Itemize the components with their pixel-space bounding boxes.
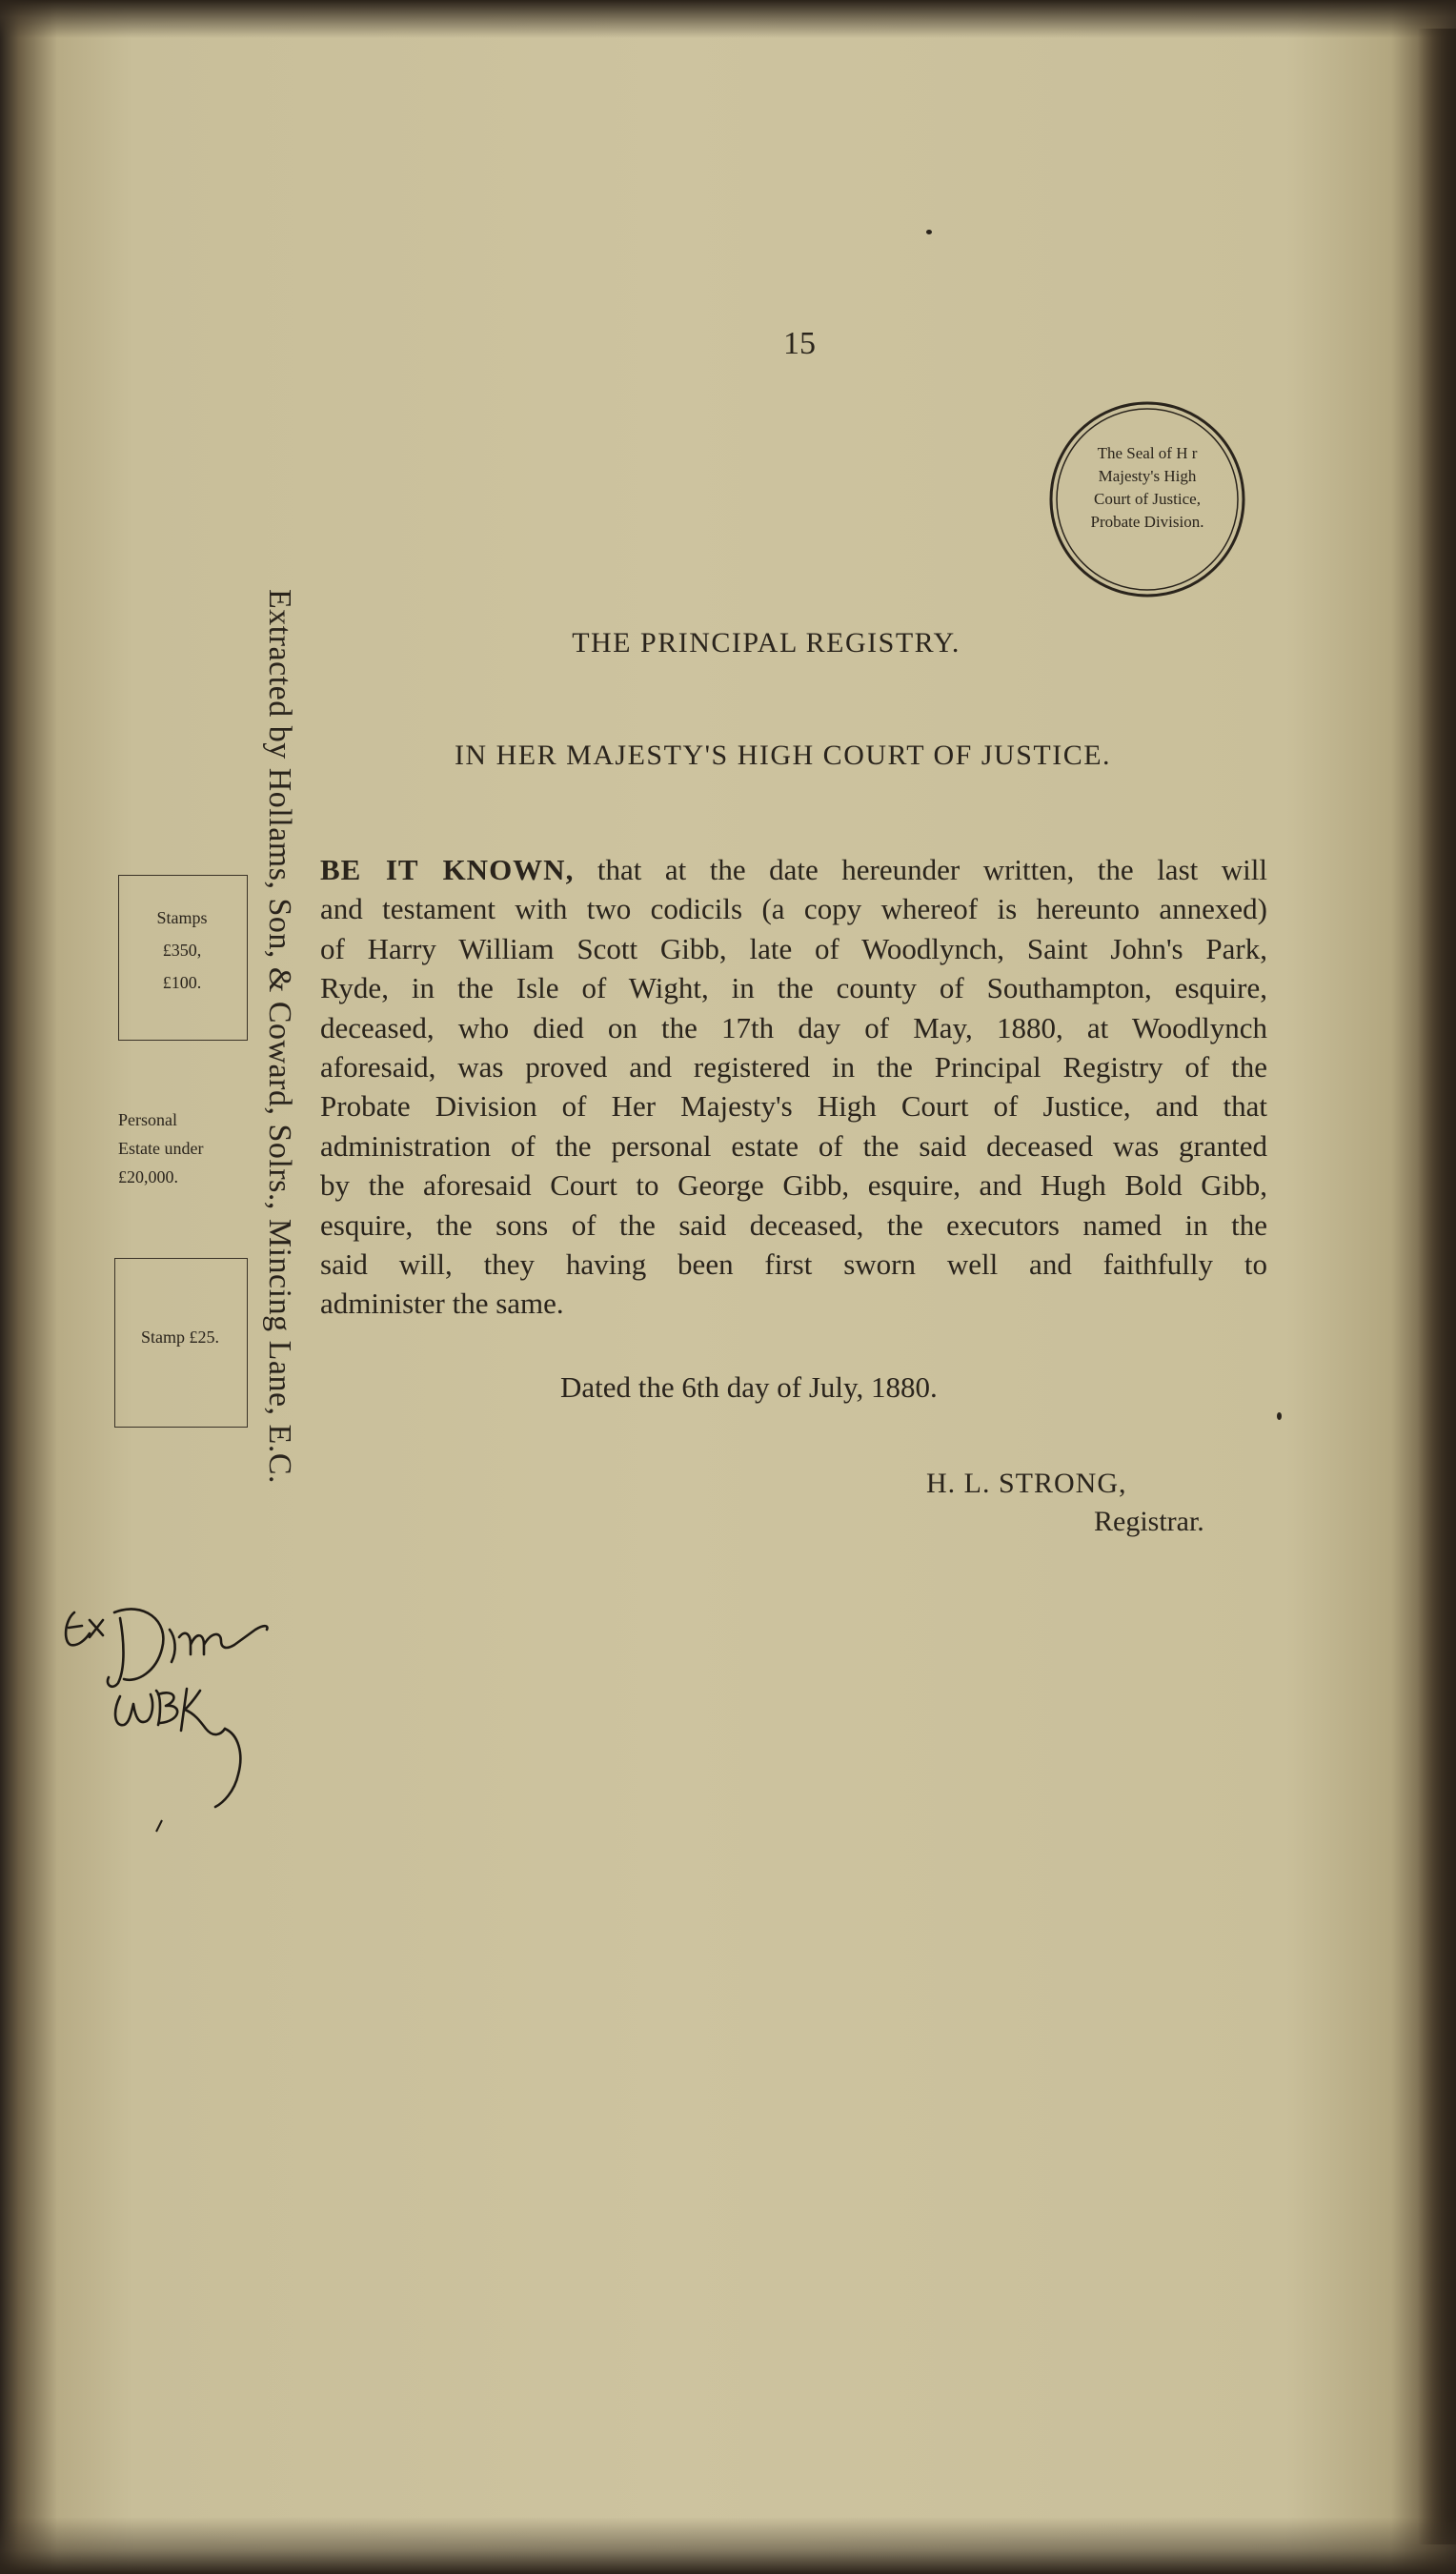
stamps-line: £350, <box>162 941 202 960</box>
bottom-shadow <box>0 2517 1456 2574</box>
body-line: administration of the personal estate of the said deceased was granted <box>320 1128 1267 1163</box>
body-line: of Harry William Scott Gibb, late of Woodlynch, Saint John's Park, <box>320 931 1267 965</box>
dated-line: Dated the 6th day of July, 1880. <box>560 1370 938 1404</box>
seal-text <box>1073 442 1222 534</box>
ink-speck <box>1277 1412 1282 1420</box>
body-line: Probate Division of Her Majesty's High Court of Justice, and that <box>320 1089 1267 1124</box>
ink-speck <box>926 230 932 234</box>
seal-line: Probate Division. <box>1090 513 1204 531</box>
seal-line: Majesty's High <box>1098 467 1197 485</box>
body-text <box>320 850 1267 1324</box>
seal-line: Court of Justice, <box>1094 490 1201 508</box>
handwritten-initials <box>57 1591 343 1839</box>
stamps-line: Stamps <box>156 908 208 927</box>
heading-registry: THE PRINCIPAL REGISTRY. <box>572 627 961 659</box>
body-line: administer the same. <box>320 1287 564 1321</box>
body-line: Ryde, in the Isle of Wight, in the county of Southampton, esquire, <box>320 971 1267 1005</box>
signer-title: Registrar. <box>1094 1506 1204 1537</box>
heading-court: IN HER MAJESTY'S HIGH COURT OF JUSTICE. <box>454 740 1112 771</box>
estate-line: Personal <box>118 1110 177 1129</box>
body-line: said will, they having been first sworn well and faithfully to <box>320 1247 1267 1282</box>
stamp-box-2-text: Stamp £25. <box>140 1328 219 1347</box>
estate-note <box>118 1105 203 1191</box>
body-line: esquire, the sons of the said deceased, the executors named in the <box>320 1207 1267 1242</box>
body-line: by the aforesaid Court to George Gibb, esquire, and Hugh Bold Gibb, <box>320 1168 1267 1203</box>
body-line: BE IT KNOWN, that at the date hereunder written, the last will <box>320 853 1267 886</box>
estate-line: £20,000. <box>118 1167 178 1186</box>
signer-name: H. L. STRONG, <box>926 1468 1127 1499</box>
body-line: deceased, who died on the 17th day of May, 1880, at Woodlynch <box>320 1010 1267 1044</box>
estate-line: Estate under <box>118 1139 204 1158</box>
body-line: aforesaid, was proved and registered in the Principal Registry of the <box>320 1050 1267 1084</box>
binding-edge <box>1418 29 1456 2544</box>
body-lead: BE IT KNOWN, <box>320 853 575 886</box>
body-line: and testament with two codicils (a copy whereof is hereunto annexed) <box>320 892 1267 926</box>
page-number: 15 <box>783 326 816 361</box>
stamps-box-text <box>118 902 246 999</box>
seal-line: The Seal of H r <box>1097 444 1198 462</box>
stamps-line: £100. <box>162 973 202 992</box>
extracted-by-vertical: Extracted by Hollams, Son, & Coward, Solrs., Mincing Lane, E.C. <box>262 589 297 1484</box>
top-shadow <box>0 0 1456 38</box>
